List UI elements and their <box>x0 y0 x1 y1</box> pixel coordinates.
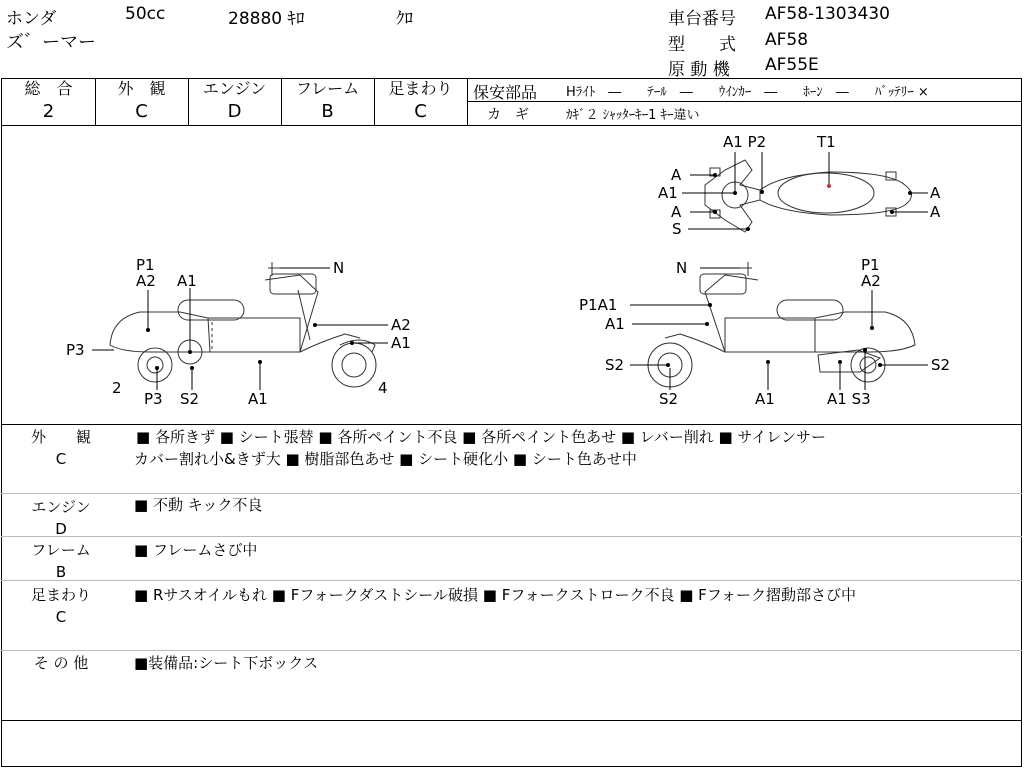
divider <box>467 78 468 125</box>
key-label: カ ギ <box>487 107 529 123</box>
label-a1: A1 <box>658 184 678 202</box>
label-n: N <box>333 259 345 277</box>
label-a1: A1 <box>755 390 775 408</box>
maker: ホンダ <box>6 9 57 29</box>
label-s2: S2 <box>931 356 951 374</box>
mileage: 28880 ｷﾛ <box>228 9 305 29</box>
label-p3: P3 <box>66 341 85 359</box>
label-a1: A1 <box>391 334 411 352</box>
label-p3: P3 <box>144 390 163 408</box>
label-a1s3: A1 S3 <box>827 390 871 408</box>
divider <box>1 720 1022 721</box>
grade-value: B <box>321 101 334 122</box>
grade-value: C <box>414 101 427 122</box>
label-a1: A1 <box>248 390 268 408</box>
label-p1: P1 <box>136 256 155 274</box>
label-a: A <box>671 166 682 184</box>
label-t1: T1 <box>817 133 836 151</box>
grade-label: 外 観 <box>117 79 166 98</box>
label-s2: S2 <box>605 356 625 374</box>
label-a: A <box>930 203 941 221</box>
label-a2: A2 <box>136 272 156 290</box>
section-line: ■装備品:シート下ボックス <box>134 654 319 672</box>
grade-value: D <box>227 101 242 122</box>
label-p1a1: P1A1 <box>579 296 618 314</box>
label-a: A <box>930 184 941 202</box>
key-text: ｶｷﾞ２ ｼｬｯﾀｰｷｰ1 ｷｰ違い <box>566 108 700 123</box>
section-frame-body <box>134 539 1014 561</box>
damage-diagram <box>0 126 1024 424</box>
model-name: ズ゛ーマー <box>6 32 96 53</box>
section-title: フレーム <box>31 541 91 559</box>
section-grade: C <box>55 450 67 468</box>
label-a1p2: A1 P2 <box>723 133 767 151</box>
label-a2: A2 <box>391 316 411 334</box>
section-title: そ の 他 <box>33 654 89 672</box>
section-frame-title <box>2 539 120 583</box>
label-s2: S2 <box>659 390 679 408</box>
section-grade: D <box>55 520 67 538</box>
grade-value: C <box>135 101 148 122</box>
safety-items: Hﾗｲﾄ ― ﾃｰﾙ ― ｳｲﾝｶｰ ― ﾎｰﾝ ― ﾊﾞｯﾃﾘｰ × <box>566 85 929 100</box>
divider <box>1 536 1022 537</box>
section-grade: B <box>55 563 67 581</box>
grade-frame <box>281 78 374 122</box>
label-a2: A2 <box>861 272 881 290</box>
label-s2: S2 <box>180 390 200 408</box>
section-other-body <box>134 652 1014 674</box>
label-s: S <box>672 220 682 238</box>
section-line: ■ 各所きず ■ シート張替 ■ 各所ペイント不良 ■ 各所ペイント色あせ ■ レバー削れ ■ サイレンサー <box>136 428 827 446</box>
label-a1: A1 <box>605 315 625 333</box>
section-title: 外 観 <box>30 428 91 446</box>
grade-value: 2 <box>42 101 55 122</box>
divider <box>1 424 1022 425</box>
divider <box>467 101 1022 102</box>
engine-label: 原 動 機 <box>668 60 730 80</box>
label-n: N <box>676 259 688 277</box>
label-4: 4 <box>378 379 388 397</box>
displacement: 50cc <box>125 4 166 24</box>
grade-label: 総 合 <box>24 79 73 98</box>
divider <box>1 650 1022 651</box>
section-other-title <box>2 652 120 674</box>
frame-no: AF58-1303430 <box>765 4 890 24</box>
section-title: エンジン <box>31 498 91 516</box>
type-value: AF58 <box>765 30 809 50</box>
grade-label: 足まわり <box>388 79 453 98</box>
grade-exterior <box>95 78 188 122</box>
type-label: 型 式 <box>668 35 736 55</box>
section-line: ■ Rサスオイルもれ ■ Fフォークダストシール破損 ■ Fフォークストローク不良 ■ Fフォーク摺動部さび中 <box>134 586 857 604</box>
section-line: カバー割れ小&きず大 ■ 樹脂部色あせ ■ シート硬化小 ■ シート色あせ中 <box>134 450 637 468</box>
grade-engine <box>188 78 281 122</box>
section-exterior-title <box>2 426 120 470</box>
section-engine-title <box>2 496 120 540</box>
label-a: A <box>671 203 682 221</box>
color: ｸﾛ <box>396 9 413 29</box>
engine-value: AF55E <box>765 55 819 75</box>
section-suspension-body <box>134 584 1014 606</box>
section-engine-body <box>134 494 1014 516</box>
safety-label: 保安部品 <box>473 83 538 102</box>
grade-label: フレーム <box>295 79 360 98</box>
frame-no-label: 車台番号 <box>668 9 736 29</box>
grade-label: エンジン <box>202 79 267 98</box>
section-exterior-body <box>134 426 1014 470</box>
section-suspension-title <box>2 584 120 628</box>
grade-overall <box>2 78 95 122</box>
scooter-top-view <box>705 160 912 232</box>
divider <box>1 580 1022 581</box>
label-2: 2 <box>112 379 122 397</box>
section-grade: C <box>55 608 67 626</box>
section-line: ■ 不動 キック不良 <box>134 496 263 514</box>
label-a1: A1 <box>177 272 197 290</box>
grade-suspension <box>374 78 467 122</box>
section-title: 足まわり <box>30 586 91 604</box>
label-p1: P1 <box>861 256 880 274</box>
section-line: ■ フレームさび中 <box>134 541 258 559</box>
